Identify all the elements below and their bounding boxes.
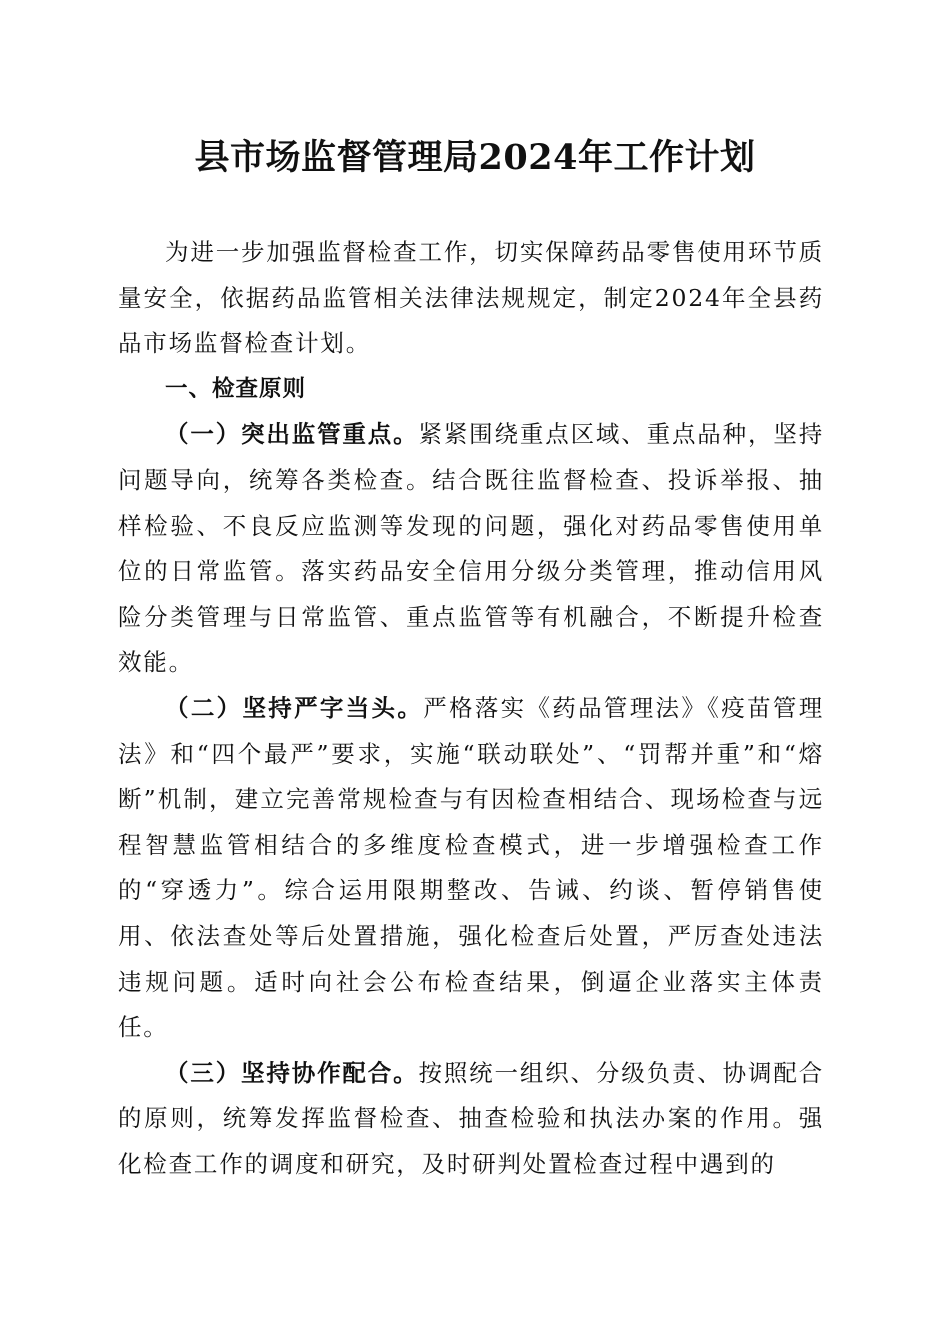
principle-3-lead: （三）坚持协作配合。 bbox=[165, 1058, 419, 1087]
principle-1-text: 紧紧围绕重点区域、重点品种，坚持问题导向，统筹各类检查。结合既往监督检查、投诉举报、抽样检验、不良反应监测等发现的问题，强化对药品零售使用单位的日常监管。落实药品安全信用分级分类管理，推动信用风险分类管理与日常监管、重点监管等有机融合，不断提升检查效能。 bbox=[118, 420, 824, 677]
principle-3-text: 按照统一组织、分级负责、协调配合的原则，统筹发挥监督检查、抽查检验和执法办案的作用。强化检查工作的调度和研究，及时研判处置检查过程中遇到的 bbox=[118, 1058, 824, 1178]
section-heading-principles: 一、检查原则 bbox=[165, 375, 307, 402]
principle-2-lead: （二）坚持严字当头。 bbox=[165, 693, 424, 722]
document-body bbox=[118, 230, 824, 1187]
principle-paragraph-1 bbox=[118, 412, 824, 686]
document-title: 县市场监督管理局2024年工作计划 bbox=[194, 137, 756, 178]
intro-paragraph: 为进一步加强监督检查工作，切实保障药品零售使用环节质量安全，依据药品监管相关法律法规规定，制定2024年全县药品市场监督检查计划。 bbox=[118, 238, 824, 358]
principle-paragraph-2 bbox=[118, 686, 824, 1051]
principle-paragraph-3 bbox=[118, 1051, 824, 1188]
principle-1-lead: （一）突出监管重点。 bbox=[165, 420, 419, 449]
principle-2-text: 严格落实《药品管理法》《疫苗管理法》和“四个最严”要求，实施“联动联处”、“罚帮并重”和“熔断”机制，建立完善常规检查与有因检查相结合、现场检查与远程智慧监管相结合的多维度检查模式，进一步增强检查工作的“穿透力”。综合运用限期整改、告诫、约谈、暂停销售使用、依法查处等后处置措施，强化检查后处置，严厉查处违法违规问题。适时向社会公布检查结果，倒逼企业落实主体责任。 bbox=[118, 693, 824, 1042]
